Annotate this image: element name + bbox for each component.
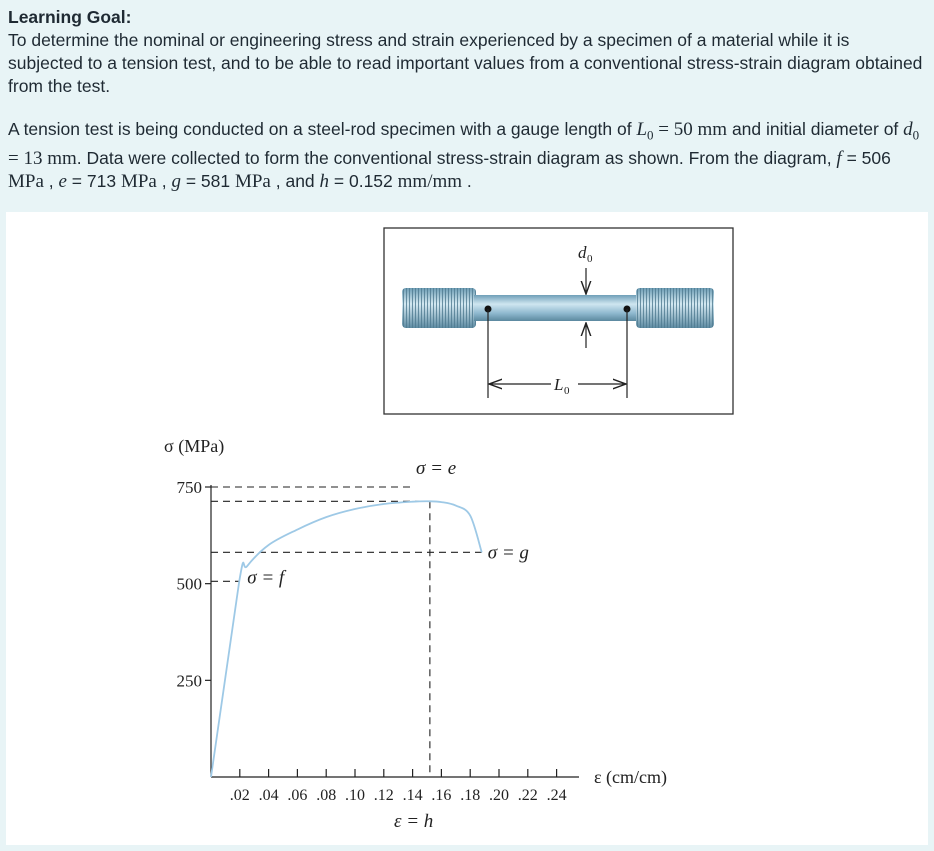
problem-text-1: A tension test is being conducted on a steel-rod specimen with a gauge length of <box>8 119 637 139</box>
x-tick-label: .16 <box>431 787 452 804</box>
y-tick-label: 250 <box>176 671 202 691</box>
annotation-h: ε = h <box>394 811 434 832</box>
figure-panel <box>6 212 928 845</box>
x-tick-label: .24 <box>546 787 567 804</box>
specimen-diagram <box>384 228 733 414</box>
d0-value: = 13 mm <box>8 147 77 169</box>
y-tick-label: 500 <box>176 574 202 594</box>
y-tick-label: 750 <box>176 478 202 497</box>
x-tick-label: .06 <box>287 787 308 804</box>
axis-ticks <box>177 478 567 804</box>
problem-end: . <box>462 170 472 191</box>
l0-value: = 50 mm <box>653 119 728 140</box>
g-symbol: g <box>171 170 181 192</box>
x-axis-label: ε (cm/cm) <box>594 767 668 787</box>
e-unit: MPa <box>120 170 157 192</box>
x-tick-label: .02 <box>229 787 250 804</box>
x-tick-label: .04 <box>258 787 279 804</box>
annotation-f: σ = f <box>247 567 285 589</box>
f-value: = 506 <box>841 147 891 168</box>
x-tick-label: .20 <box>489 787 509 804</box>
f-unit: MPa <box>8 170 44 192</box>
stress-strain-chart <box>164 436 667 832</box>
l0-symbol: L <box>636 119 648 140</box>
g-value: = 581 <box>180 170 235 191</box>
l0-label: L <box>554 375 564 394</box>
learning-goal-text: To determine the nominal or engineering stress and strain experienced by a specimen of a material while it is subjected to a tension test, and to be able to read important values from a conventional stress-strain diagram obtained from the test. <box>8 30 923 96</box>
learning-goal <box>8 6 926 98</box>
x-tick-label: .12 <box>373 787 394 804</box>
figure-svg <box>6 212 928 845</box>
h-symbol: h <box>319 170 330 192</box>
right-threaded-end <box>636 288 714 328</box>
e-value: = 713 <box>66 170 121 191</box>
g-unit: MPa <box>234 170 271 192</box>
x-tick-label: .08 <box>316 787 337 804</box>
problem-statement <box>8 118 926 193</box>
annotation-e: σ = e <box>416 458 457 479</box>
e-symbol: e <box>58 170 67 192</box>
d0-subscript: 0 <box>912 127 920 143</box>
left-threaded-end <box>402 288 476 328</box>
d0-symbol: d <box>903 119 913 140</box>
x-tick-label: .18 <box>460 787 481 804</box>
separator-3: , and <box>270 170 320 191</box>
x-tick-label: .14 <box>402 787 423 804</box>
separator-1: , <box>43 170 59 191</box>
stress-strain-curve <box>211 501 482 777</box>
l0-label-subscript: 0 <box>564 385 570 397</box>
h-value: = 0.152 <box>329 170 398 191</box>
l0-subscript: 0 <box>647 127 654 143</box>
specimen-rod <box>474 295 638 321</box>
guide-lines <box>211 487 482 777</box>
h-unit: mm/mm <box>397 170 463 192</box>
f-symbol: f <box>836 147 842 169</box>
separator-2: , <box>156 170 172 191</box>
y-axis-label: σ (MPa) <box>164 436 225 456</box>
annotation-g: σ = g <box>487 542 529 564</box>
d0-label-subscript: 0 <box>587 253 593 265</box>
problem-text-2: and initial diameter of <box>727 119 904 139</box>
learning-goal-title: Learning Goal: <box>8 7 132 27</box>
problem-text-3: . Data were collected to form the conventional stress-strain diagram as shown. From the diagram, <box>76 147 837 168</box>
x-tick-label: .22 <box>517 787 538 804</box>
x-tick-label: .10 <box>345 787 365 804</box>
d0-label: d <box>578 243 587 262</box>
